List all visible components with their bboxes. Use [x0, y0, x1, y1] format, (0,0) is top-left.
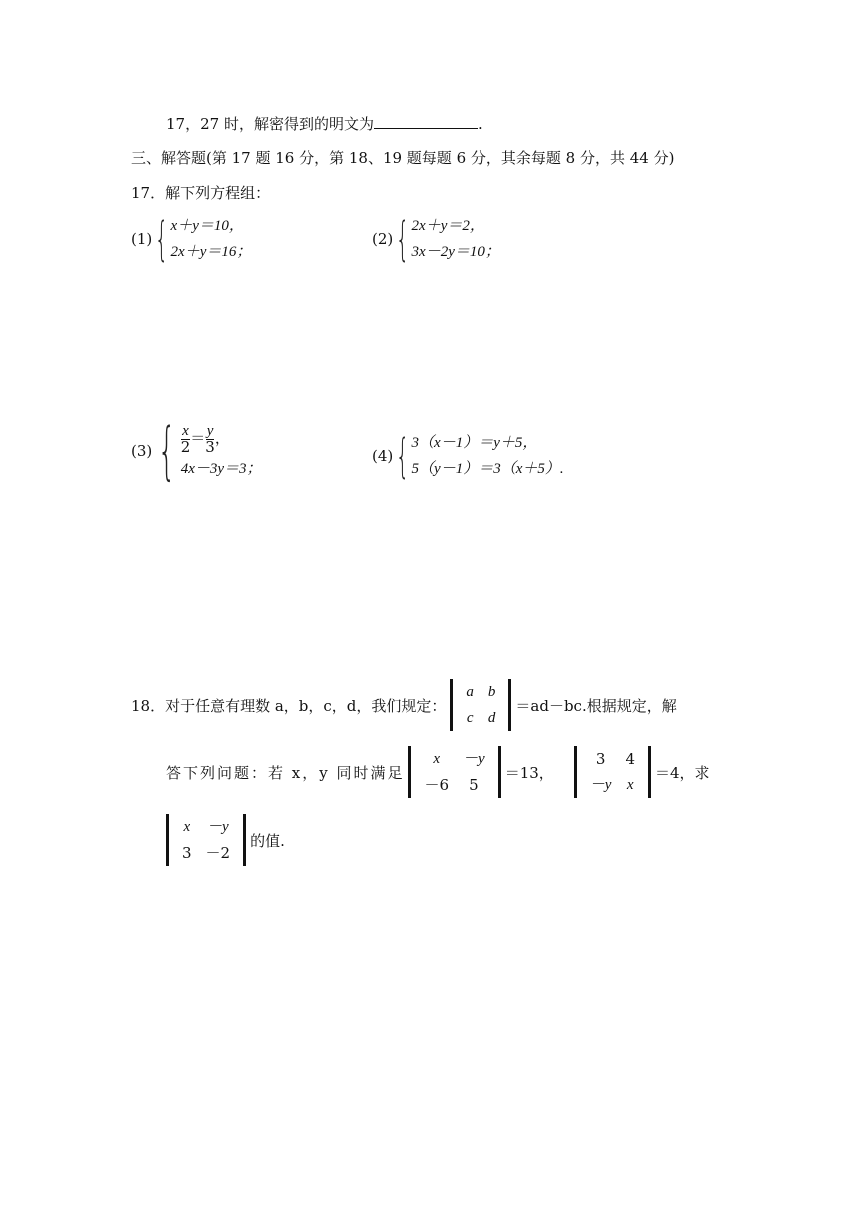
part2-eq1: 2x＋y＝2，: [411, 218, 485, 234]
left-brace-icon: {: [396, 429, 410, 483]
det-entry: b: [487, 684, 496, 700]
det1-rhs: ＝13，: [504, 763, 554, 782]
q17-part1: [131, 213, 251, 265]
left-brace-icon: {: [155, 212, 169, 266]
q17-part2: [372, 213, 500, 265]
part3-eq1: [181, 420, 262, 456]
definition-determinant: [450, 679, 511, 731]
part4-eq1: 3（x－1）＝y＋5，: [411, 435, 538, 451]
q18-line2-prefix: 答下列问题：若 x，y 同时满足: [166, 763, 405, 782]
det-entry: 5: [469, 776, 479, 794]
part2-eq2: 3x－2y＝10；: [411, 244, 500, 260]
part1-label: (1): [131, 230, 153, 248]
frac2-denominator: 3: [205, 437, 215, 456]
period: .: [477, 115, 483, 133]
det-entry: d: [487, 710, 496, 726]
q17-part4: [372, 430, 564, 482]
q18-line3: [166, 814, 285, 866]
q18-line2: [166, 746, 710, 798]
det-entry: －y: [589, 777, 612, 793]
frac2-numerator: y: [206, 422, 214, 439]
part4-eq2: 5（y－1）＝3（x＋5）.: [411, 461, 564, 477]
q17-part3: [131, 414, 262, 487]
definition-rhs: ＝ad－bc.根据规定，解: [515, 696, 677, 715]
part4-label: (4): [372, 447, 394, 465]
q18-line1: [131, 679, 677, 731]
left-brace-icon: {: [158, 414, 176, 487]
answer-blank: [374, 114, 478, 129]
det-entry: 3: [182, 844, 192, 862]
determinant-3: [166, 814, 246, 866]
determinant-2: [574, 746, 651, 798]
part1-eq2: 2x＋y＝16；: [170, 244, 252, 260]
frac1-denominator: 2: [180, 437, 191, 456]
det-entry: －6: [424, 776, 450, 794]
det-entry: x: [183, 819, 191, 835]
det-entry: a: [466, 684, 474, 700]
det-entry: 4: [625, 750, 636, 768]
part2-label: (2): [372, 230, 394, 248]
frac1-numerator: x: [182, 422, 189, 439]
det-entry: －2: [205, 844, 231, 862]
det-entry: c: [466, 710, 474, 726]
q18-tail: 的值.: [250, 831, 285, 850]
q18-prefix: 18．对于任意有理数 a，b，c，d，我们规定：: [131, 696, 447, 715]
det-entry: x: [626, 777, 634, 793]
det2-rhs: ＝4，求: [655, 763, 710, 782]
equals-sign: ＝: [190, 429, 206, 447]
part1-eq1: x＋y＝10，: [170, 218, 244, 234]
continued-line: [166, 113, 483, 134]
q17-stem: 17．解下列方程组：: [131, 184, 271, 202]
det-entry: 3: [595, 750, 606, 768]
section-heading: 三、解答题(第 17 题 16 分，第 18、19 题每题 6 分，其余每题 8 分，共 44 分): [131, 149, 675, 167]
part3-label: (3): [131, 442, 153, 460]
part3-eq2: 4x－3y＝3；: [180, 461, 262, 477]
continued-text: 17，27 时，解密得到的明文为: [166, 115, 374, 133]
det-entry: x: [433, 751, 441, 767]
det-entry: －y: [206, 819, 229, 835]
determinant-1: [408, 746, 500, 798]
comma: ，: [214, 429, 230, 447]
det-entry: －y: [463, 751, 485, 767]
left-brace-icon: {: [396, 212, 410, 266]
